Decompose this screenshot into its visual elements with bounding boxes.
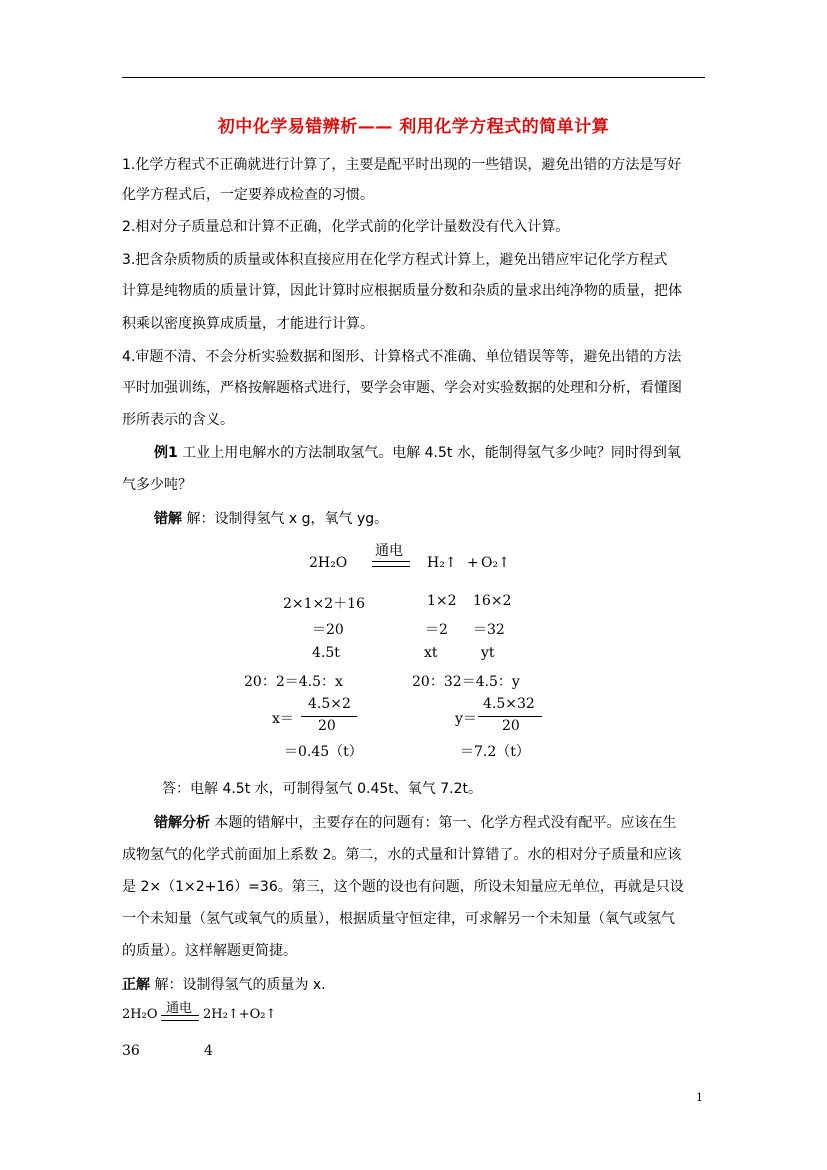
paragraph-1-line-1: 1.化学方程式不正确就进行计算了，主要是配平时出现的一些错误，避免出错的方法是写好 bbox=[122, 157, 682, 173]
correct-eq-right: 2H₂↑+O₂↑ bbox=[203, 1007, 277, 1022]
wrong-y-eq: y＝ bbox=[455, 711, 477, 727]
analysis-line-4: 一个未知量（氢气或氧气的质量），根据质量守恒定律，可求解另一个未知量（氧气或氢气 bbox=[122, 911, 675, 927]
paragraph-1-line-2: 化学方程式后，一定要养成检查的习惯。 bbox=[122, 187, 374, 203]
analysis-line-3: 是 2×（1×2+16）=36。第三，这个题的设也有问题，所设未知量应无单位，再就是只设 bbox=[122, 879, 684, 895]
analysis-label: 错解分析 bbox=[154, 815, 210, 831]
wrong-row2-b: ＝2 bbox=[425, 622, 448, 638]
analysis-text-1: 本题的错解中，主要存在的问题有：第一、化学方程式没有配平。应该在生 bbox=[210, 815, 677, 831]
wrong-x-denominator: 20 bbox=[318, 718, 336, 734]
example-text-1: 工业上用电解水的方法制取氢气。电解 4.5t 水，能制得氢气多少吨？同时得到氧 bbox=[177, 445, 681, 461]
correct-value-36: 36 bbox=[122, 1043, 140, 1059]
wrong-row6-a: ＝0.45（t） bbox=[284, 744, 363, 760]
wrong-x-eq: x＝ bbox=[272, 711, 294, 727]
wrong-row1-a: 2×1×2＋16 bbox=[283, 596, 365, 612]
wrong-y-numerator: 4.5×32 bbox=[483, 696, 535, 712]
fraction-bar-y bbox=[478, 716, 542, 717]
paragraph-3-line-2: 计算是纯物质的质量计算，因此计算时应根据质量分数和杂质的量求出纯净物的质量，把体 bbox=[122, 283, 682, 299]
wrong-eq-plus: + bbox=[467, 555, 479, 571]
paragraph-4-line-3: 形所表示的含义。 bbox=[122, 412, 234, 428]
page-title: 初中化学易错辨析—— 利用化学方程式的简单计算 bbox=[217, 117, 610, 137]
paragraph-2: 2.相对分子质量总和计算不正确，化学式前的化学计量数没有代入计算。 bbox=[122, 219, 570, 235]
correct-solution-line bbox=[122, 974, 326, 994]
wrong-eq-condition: 通电 bbox=[375, 543, 403, 559]
correct-eq-left: 2H₂O bbox=[122, 1007, 158, 1022]
wrong-row2-c: ＝32 bbox=[473, 622, 505, 638]
equation-double-line bbox=[372, 561, 410, 567]
example-line-1 bbox=[154, 442, 681, 462]
correct-eq-condition: 通电 bbox=[166, 1001, 193, 1016]
wrong-row4-a: 20：2＝4.5：x bbox=[244, 674, 343, 690]
wrong-text: 解：设制得氢气 x g，氧气 yg。 bbox=[182, 511, 389, 527]
correct-equation-double-line bbox=[161, 1015, 199, 1021]
correct-value-4: 4 bbox=[204, 1043, 213, 1059]
paragraph-4-line-2: 平时加强训练，严格按解题格式进行，要学会审题、学会对实验数据的处理和分析，看懂图 bbox=[122, 380, 682, 396]
header-rule bbox=[122, 77, 705, 78]
wrong-x-numerator: 4.5×2 bbox=[308, 696, 351, 712]
paragraph-3-line-1: 3.把含杂质物质的质量或体积直接应用在化学方程式计算上，避免出错应牢记化学方程式 bbox=[122, 252, 668, 268]
paragraph-4-line-1: 4.审题不清、不会分析实验数据和图形、计算格式不准确、单位错误等等，避免出错的方法 bbox=[122, 349, 682, 365]
wrong-row1-b: 1×2 bbox=[427, 593, 457, 609]
wrong-row3-b: xt bbox=[424, 645, 438, 661]
analysis-line-5: 的质量）。这样解题更简捷。 bbox=[122, 943, 297, 959]
wrong-row3-a: 4.5t bbox=[312, 645, 340, 661]
analysis-line-1 bbox=[154, 812, 676, 832]
page-number: 1 bbox=[696, 1091, 703, 1104]
wrong-row4-b: 20：32＝4.5：y bbox=[412, 674, 520, 690]
wrong-row3-c: yt bbox=[481, 645, 495, 661]
wrong-row6-b: ＝7.2（t） bbox=[460, 744, 530, 760]
correct-label: 正解 bbox=[122, 977, 150, 993]
wrong-eq-reactant: 2H₂O bbox=[309, 555, 348, 571]
analysis-line-2: 成物氢气的化学式前面加上系数 2。第二，水的式量和计算错了。水的相对分子质量和应该 bbox=[122, 847, 682, 863]
wrong-label: 错解 bbox=[154, 511, 182, 527]
wrong-solution-line bbox=[154, 508, 388, 528]
wrong-y-denominator: 20 bbox=[502, 718, 520, 734]
wrong-answer: 答：电解 4.5t 水，可制得氢气 0.45t、氧气 7.2t。 bbox=[162, 781, 482, 797]
example-label: 例1 bbox=[154, 445, 178, 461]
wrong-eq-o2: O₂↑ bbox=[481, 555, 510, 571]
paragraph-3-line-3: 积乘以密度换算成质量，才能进行计算。 bbox=[122, 316, 374, 332]
wrong-row1-c: 16×2 bbox=[473, 593, 512, 609]
fraction-bar-x bbox=[301, 716, 357, 717]
wrong-row2-a: ＝20 bbox=[312, 622, 344, 638]
correct-text: 解：设制得氢气的质量为 x. bbox=[150, 977, 326, 993]
wrong-eq-h2: H₂↑ bbox=[427, 555, 457, 571]
example-line-2: 气多少吨？ bbox=[122, 477, 192, 493]
